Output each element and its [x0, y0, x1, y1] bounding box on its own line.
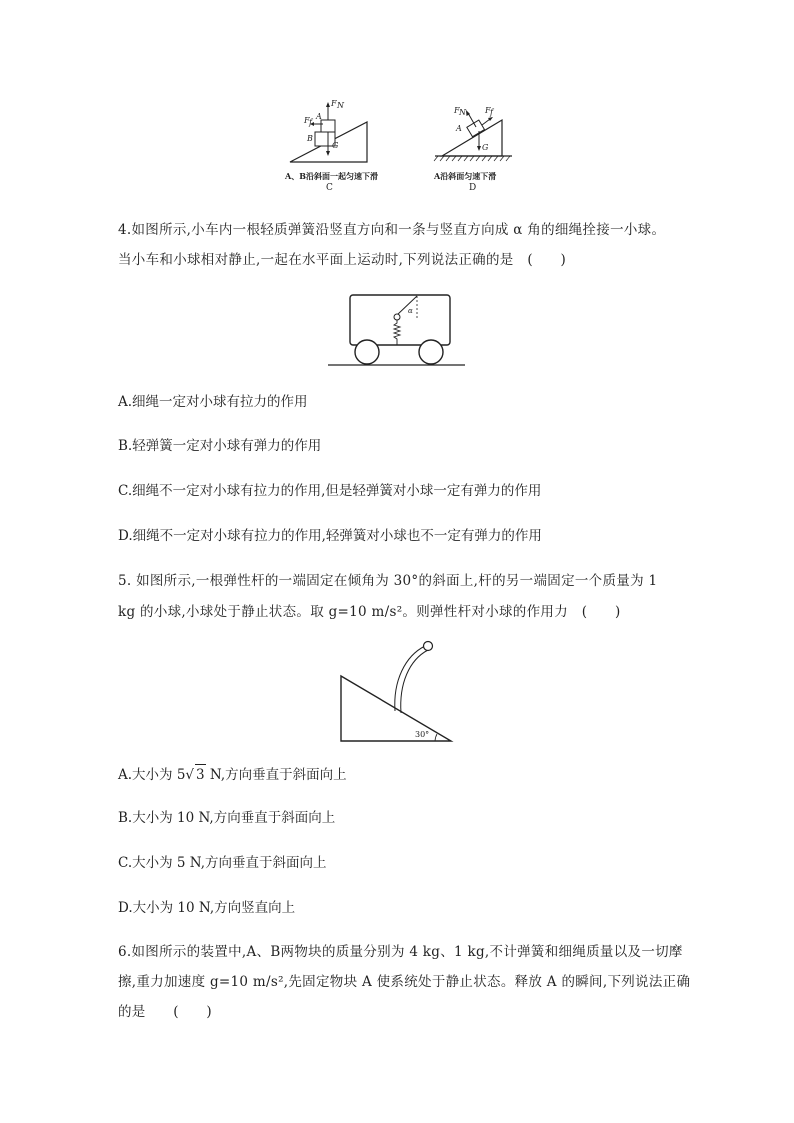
q4-cart-figure	[325, 290, 470, 370]
q4-stem-line1: 4.如图所示,小车内一根轻质弹簧沿竖直方向和一条与竖直方向成 α 角的细绳拴接一小球。	[118, 222, 666, 238]
q6-stem-line1: 6.如图所示的装置中,A、B两物块的质量分别为 4 kg、1 kg,不计弹簧和细绳质量以及一切摩	[118, 944, 683, 960]
q6-stem-line3: 的是 ( )	[118, 1004, 212, 1020]
q5-option-c: C.大小为 5 N,方向垂直于斜面向上	[118, 855, 327, 871]
q4-option-b: B.轻弹簧一定对小球有弹力的作用	[118, 438, 322, 454]
q5-option-a	[118, 764, 347, 785]
fig-d-caption: A沿斜面匀速下滑	[434, 171, 497, 181]
q5-angle-label: 30°	[415, 730, 430, 739]
q4-alpha-label: α	[408, 307, 413, 315]
q5-option-d: D.大小为 10 N,方向竖直向上	[118, 900, 296, 916]
fig-d-fn-sub: N	[459, 108, 466, 117]
fig-c-fn-sub: N	[337, 101, 344, 110]
q5-option-b: B.大小为 10 N,方向垂直于斜面向上	[118, 810, 336, 826]
fig-d-fn-label: F	[454, 106, 460, 115]
fig-c-fn-label: F	[331, 99, 337, 108]
q4-option-a: A.细绳一定对小球有拉力的作用	[118, 394, 308, 410]
fig-d-a-label: A	[456, 124, 462, 133]
fig-d-g-label: G	[482, 143, 489, 152]
fig-c-ff-sub: f	[309, 118, 312, 127]
q5-stem-line2: kg 的小球,小球处于静止状态。取 g=10 m/s²。则弹性杆对小球的作用力 ( )	[118, 604, 621, 620]
q5-option-a-suffix: N,方向垂直于斜面向上	[205, 767, 347, 783]
sqrt-symbol: √ 3	[185, 764, 205, 785]
fig-c-ff-label: F	[304, 116, 310, 125]
q6-stem-line2: 擦,重力加速度 g=10 m/s²,先固定物块 A 使系统处于静止状态。释放 A 的瞬间,下列说法正确	[118, 974, 691, 990]
q4-option-d: D.细绳不一定对小球有拉力的作用,轻弹簧对小球也不一定有弹力的作用	[118, 528, 542, 544]
q5-incline-figure	[335, 636, 457, 744]
fig-c-a-label: A	[316, 112, 322, 121]
fig-c-g-label: G	[332, 141, 339, 150]
fig-c-b-label: B	[307, 134, 313, 143]
fig-c-letter: C	[326, 183, 333, 193]
figure-d-diagram	[432, 100, 517, 166]
fig-d-ff-label: F	[485, 106, 491, 115]
q5-option-a-radicand: 3	[195, 764, 206, 785]
q5-option-a-prefix: A.大小为 5	[118, 767, 186, 783]
fig-c-caption: A、B沿斜面一起匀速下滑	[285, 171, 378, 181]
fig-d-letter: D	[469, 183, 477, 193]
fig-d-ff-sub: f	[490, 108, 493, 117]
q5-stem-line1: 5. 如图所示,一根弹性杆的一端固定在倾角为 30°的斜面上,杆的另一端固定一个质量为 1	[118, 573, 658, 589]
q4-stem-line2: 当小车和小球相对静止,一起在水平面上运动时,下列说法正确的是 ( )	[118, 252, 567, 268]
figure-c-diagram	[285, 95, 385, 167]
q4-option-c: C.细绳不一定对小球有拉力的作用,但是轻弹簧对小球一定有弹力的作用	[118, 483, 542, 499]
